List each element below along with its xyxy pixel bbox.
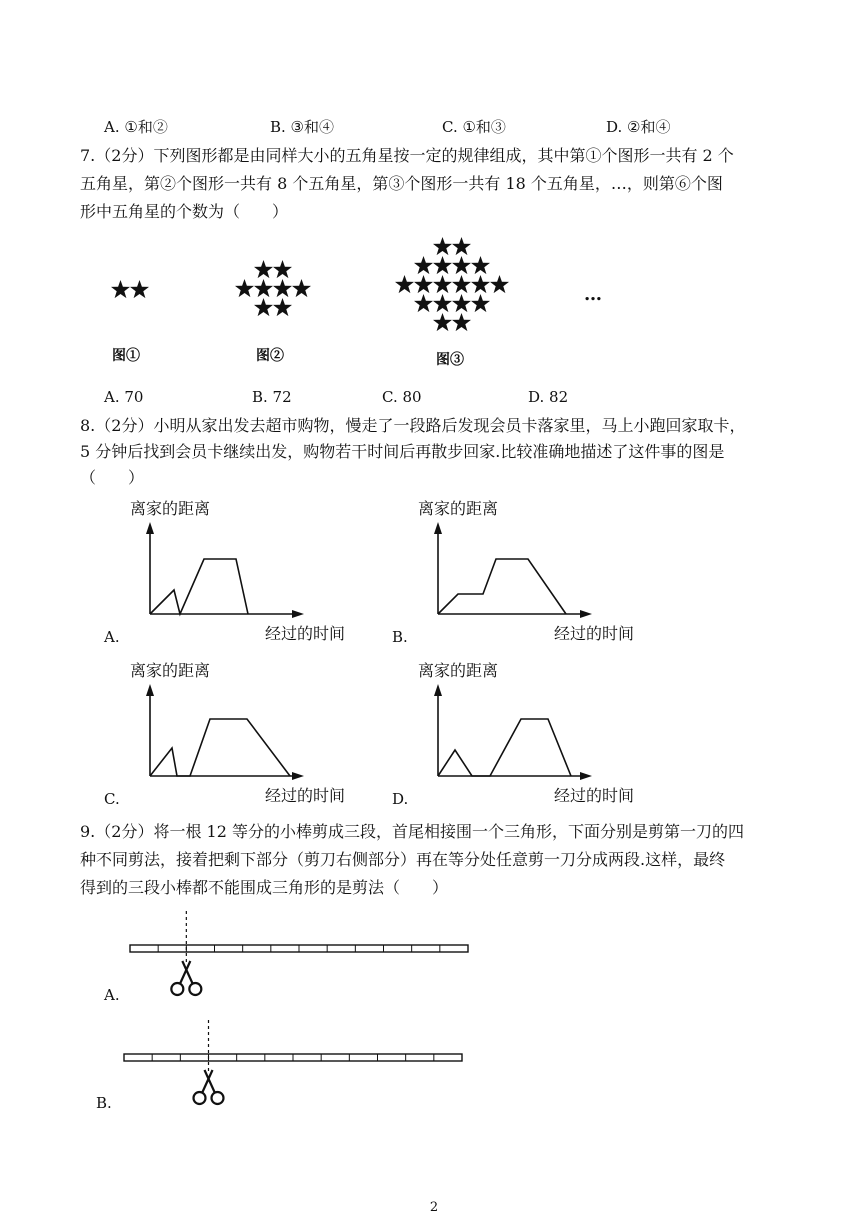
- q8-text-line2: 5 分钟后找到会员卡继续出发，购物若干时间后再散步回家.比较准确地描述了这件事的图是: [80, 442, 725, 461]
- q9-text-line3: 得到的三段小棒都不能围成三角形的是剪法（ ）: [80, 878, 449, 897]
- q6-option-c: C. ①和③: [442, 118, 506, 136]
- q6-option-b: B. ③和④: [270, 118, 335, 136]
- q8-text-line1: 8.（2分）小明从家出发去超市购物，慢走了一段路后发现会员卡落家里，马上小跑回家取卡，: [80, 416, 746, 435]
- q8-graph-c-ylabel: 离家的距离: [130, 661, 211, 680]
- q8-graph-c-label: C.: [104, 790, 120, 808]
- q6-option-d: D. ②和④: [606, 118, 671, 136]
- q7-ellipsis: …: [584, 284, 603, 305]
- q7-figure1-caption: 图①: [112, 348, 140, 364]
- q7-text-line3: 形中五角星的个数为（ ）: [80, 202, 289, 221]
- q8-graph-a-xlabel: 经过的时间: [265, 624, 346, 643]
- scissors-icon: [171, 961, 201, 995]
- q8-graph-a-label: A.: [104, 628, 120, 646]
- q7-option-d: D. 82: [528, 388, 569, 406]
- q8-graph-b-ylabel: 离家的距离: [418, 499, 499, 518]
- q7-option-b: B. 72: [252, 388, 292, 406]
- q9-option-a-label: A.: [104, 986, 120, 1004]
- q7-text-line2: 五角星，第②个图形一共有 8 个五角星，第③个图形一共有 18 个五角星，…，则第⑥个图: [80, 174, 723, 193]
- q7-option-c: C. 80: [382, 388, 422, 406]
- q8-graph-b-label: B.: [392, 628, 408, 646]
- q8-graph-b-xlabel: 经过的时间: [554, 624, 635, 643]
- q7-figure3-caption: 图③: [436, 352, 464, 368]
- q8-text-line3: （ ）: [80, 468, 145, 487]
- q8-graph-d-xlabel: 经过的时间: [554, 786, 635, 805]
- q9-option-b-label: B.: [96, 1094, 112, 1112]
- q8-graph-d-ylabel: 离家的距离: [418, 661, 499, 680]
- q8-graph-c-xlabel: 经过的时间: [265, 786, 346, 805]
- q8-graph-a-ylabel: 离家的距离: [130, 499, 211, 518]
- q6-option-a: A. ①和②: [104, 118, 168, 136]
- q7-figure2-caption: 图②: [256, 348, 284, 364]
- q7-option-a: A. 70: [104, 388, 144, 406]
- q7-text-line1: 7.（2分）下列图形都是由同样大小的五角星按一定的规律组成，其中第①个图形一共有 2 个: [80, 146, 734, 165]
- q9-text-line1: 9.（2分）将一根 12 等分的小棒剪成三段，首尾相接围一个三角形，下面分别是剪第一刀的四: [80, 822, 744, 841]
- scissors-icon: [194, 1070, 224, 1104]
- q9-text-line2: 种不同剪法，接着把剩下部分（剪刀右侧部分）再在等分处任意剪一刀分成两段.这样，最终: [80, 850, 726, 869]
- page-number: 2: [429, 1200, 439, 1215]
- q8-graph-d-label: D.: [392, 790, 409, 808]
